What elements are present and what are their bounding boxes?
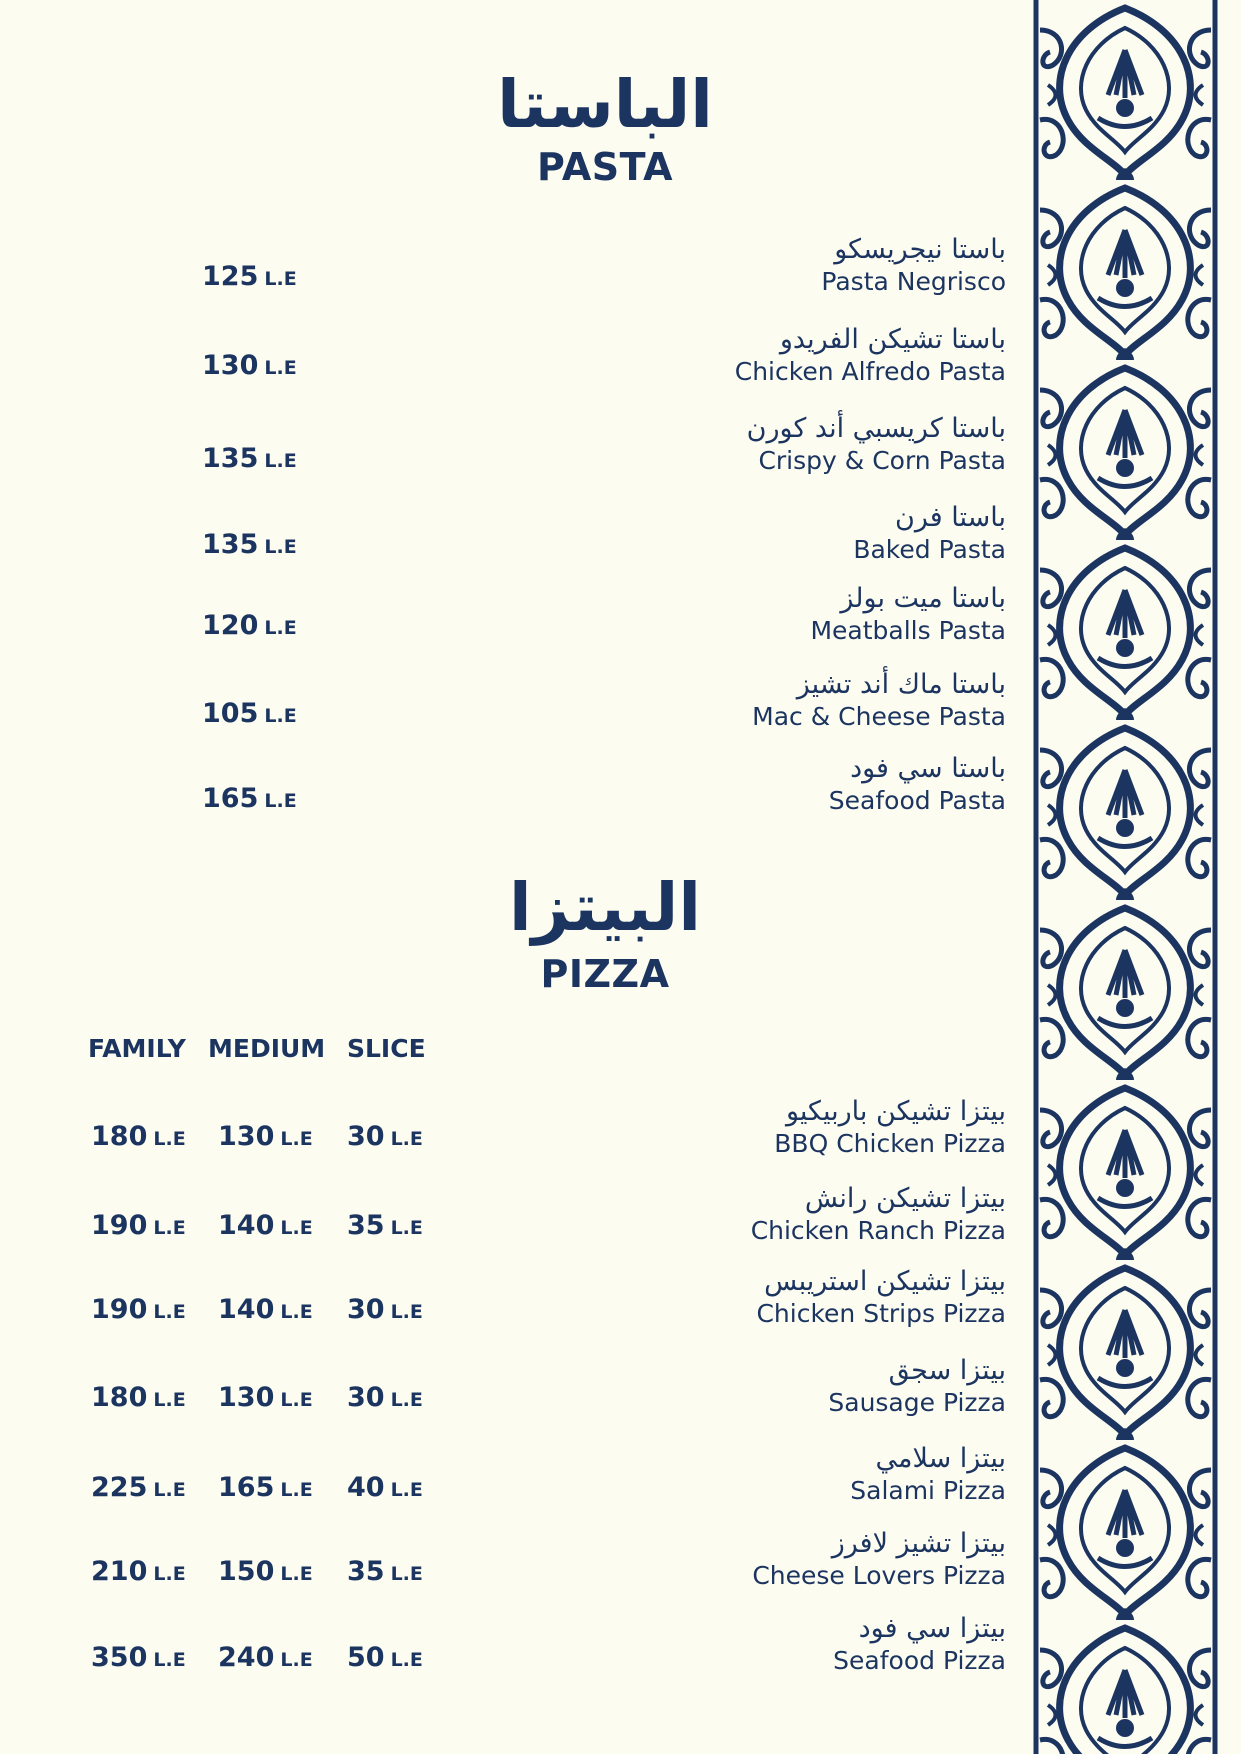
item-name-arabic: باستا كريسبي أند كورن (746, 413, 1006, 444)
price-value: 140 (218, 1210, 275, 1241)
item-price (202, 785, 297, 812)
price-value: 35 (347, 1210, 385, 1241)
price-family (91, 1558, 186, 1585)
price-value: 30 (347, 1382, 385, 1413)
currency-label: L.E (264, 790, 297, 812)
price-value: 150 (218, 1556, 275, 1587)
item-price (202, 263, 297, 290)
currency-label: L.E (264, 450, 297, 472)
item-name-arabic: باستا ماك أند تشيز (796, 669, 1006, 700)
currency-label: L.E (390, 1128, 423, 1150)
price-value: 140 (218, 1294, 275, 1325)
pasta-title: PASTA (536, 145, 674, 189)
currency-label: L.E (153, 1389, 186, 1411)
currency-label: L.E (153, 1563, 186, 1585)
item-name: Seafood Pasta (828, 786, 1006, 815)
price-family (91, 1212, 186, 1239)
price-medium (218, 1296, 313, 1323)
item-name: Sausage Pizza (828, 1388, 1006, 1417)
item-name: BBQ Chicken Pizza (774, 1129, 1006, 1158)
price-value: 35 (347, 1556, 385, 1587)
price-family (91, 1384, 186, 1411)
item-price (202, 531, 297, 558)
column-header-slice: SLICE (347, 1034, 426, 1063)
pizza-title: PIZZA (540, 952, 670, 996)
item-name-arabic: باستا تشيكن الفريدو (779, 324, 1006, 355)
currency-label: L.E (280, 1389, 313, 1411)
price-value: 130 (202, 350, 259, 381)
price-value: 40 (347, 1472, 385, 1503)
price-value: 30 (347, 1121, 385, 1152)
item-name-arabic: بيتزا سجق (888, 1355, 1006, 1386)
item-name-arabic: باستا ميت بولز (840, 583, 1006, 614)
price-value: 50 (347, 1642, 385, 1673)
item-name: Cheese Lovers Pizza (752, 1561, 1006, 1590)
price-family (91, 1644, 186, 1671)
price-value: 190 (91, 1210, 148, 1241)
currency-label: L.E (264, 268, 297, 290)
price-medium (218, 1384, 313, 1411)
price-medium (218, 1558, 313, 1585)
item-price (202, 700, 297, 727)
currency-label: L.E (153, 1479, 186, 1501)
item-name: Meatballs Pasta (810, 616, 1006, 645)
list-item (586, 755, 1006, 813)
item-price (202, 445, 297, 472)
price-family (91, 1474, 186, 1501)
item-name: Pasta Negrisco (821, 267, 1006, 296)
column-header-medium: MEDIUM (208, 1034, 326, 1063)
currency-label: L.E (153, 1128, 186, 1150)
price-slice (347, 1212, 423, 1239)
currency-label: L.E (264, 536, 297, 558)
price-value: 30 (347, 1294, 385, 1325)
item-price (202, 612, 297, 639)
price-value: 105 (202, 698, 259, 729)
currency-label: L.E (153, 1217, 186, 1239)
currency-label: L.E (390, 1649, 423, 1671)
item-name-arabic: باستا نيجريسكو (834, 234, 1006, 265)
list-item (586, 1615, 1006, 1673)
currency-label: L.E (264, 705, 297, 727)
price-value: 120 (202, 610, 259, 641)
price-value: 210 (91, 1556, 148, 1587)
list-item (586, 1357, 1006, 1415)
currency-label: L.E (280, 1649, 313, 1671)
currency-label: L.E (264, 617, 297, 639)
item-price (202, 352, 297, 379)
currency-label: L.E (280, 1301, 313, 1323)
price-family (91, 1296, 186, 1323)
currency-label: L.E (390, 1301, 423, 1323)
price-value: 180 (91, 1121, 148, 1152)
item-name-arabic: بيتزا تشيكن استريبس (764, 1266, 1006, 1297)
price-value: 190 (91, 1294, 148, 1325)
currency-label: L.E (280, 1563, 313, 1585)
price-slice (347, 1558, 423, 1585)
list-item (586, 1185, 1006, 1243)
price-value: 165 (202, 783, 259, 814)
pizza-title-arabic: البيتزا (509, 869, 701, 946)
list-item (586, 1445, 1006, 1503)
list-item (586, 671, 1006, 729)
currency-label: L.E (264, 357, 297, 379)
item-name-arabic: بيتزا تشيز لافرز (831, 1528, 1006, 1559)
item-name-arabic: بيتزا تشيكن رانش (804, 1183, 1006, 1214)
list-item (586, 236, 1006, 294)
item-name-arabic: باستا سي فود (850, 753, 1006, 784)
price-medium (218, 1474, 313, 1501)
price-value: 135 (202, 443, 259, 474)
price-value: 240 (218, 1642, 275, 1673)
price-medium (218, 1644, 313, 1671)
list-item (586, 504, 1006, 562)
column-header-family: FAMILY (88, 1034, 186, 1063)
damask-ornament-border (1028, 0, 1223, 1754)
price-slice (347, 1296, 423, 1323)
item-name: Chicken Alfredo Pasta (734, 357, 1006, 386)
list-item (586, 415, 1006, 473)
item-name-arabic: بيتزا تشيكن باربيكيو (785, 1096, 1006, 1127)
item-name: Seafood Pizza (833, 1646, 1006, 1675)
price-medium (218, 1123, 313, 1150)
list-item (586, 1530, 1006, 1588)
item-name: Baked Pasta (853, 535, 1006, 564)
currency-label: L.E (280, 1479, 313, 1501)
list-item (586, 585, 1006, 643)
item-name: Chicken Strips Pizza (756, 1299, 1006, 1328)
pasta-title-arabic: الباستا (497, 66, 713, 143)
price-value: 180 (91, 1382, 148, 1413)
price-value: 125 (202, 261, 259, 292)
currency-label: L.E (390, 1563, 423, 1585)
price-value: 225 (91, 1472, 148, 1503)
item-name-arabic: بيتزا سلامي (875, 1443, 1006, 1474)
currency-label: L.E (390, 1217, 423, 1239)
currency-label: L.E (153, 1649, 186, 1671)
currency-label: L.E (153, 1301, 186, 1323)
price-value: 165 (218, 1472, 275, 1503)
price-value: 130 (218, 1121, 275, 1152)
price-slice (347, 1644, 423, 1671)
price-family (91, 1123, 186, 1150)
price-slice (347, 1123, 423, 1150)
item-name: Mac & Cheese Pasta (752, 702, 1006, 731)
list-item (586, 1268, 1006, 1326)
price-slice (347, 1474, 423, 1501)
price-value: 135 (202, 529, 259, 560)
price-medium (218, 1212, 313, 1239)
item-name: Chicken Ranch Pizza (750, 1216, 1006, 1245)
list-item (586, 1098, 1006, 1156)
currency-label: L.E (390, 1479, 423, 1501)
price-slice (347, 1384, 423, 1411)
currency-label: L.E (390, 1389, 423, 1411)
list-item (586, 326, 1006, 384)
currency-label: L.E (280, 1217, 313, 1239)
item-name: Crispy & Corn Pasta (758, 446, 1006, 475)
item-name-arabic: باستا فرن (895, 502, 1006, 533)
item-name-arabic: بيتزا سي فود (858, 1613, 1006, 1644)
price-value: 130 (218, 1382, 275, 1413)
price-value: 350 (91, 1642, 148, 1673)
item-name: Salami Pizza (850, 1476, 1006, 1505)
currency-label: L.E (280, 1128, 313, 1150)
